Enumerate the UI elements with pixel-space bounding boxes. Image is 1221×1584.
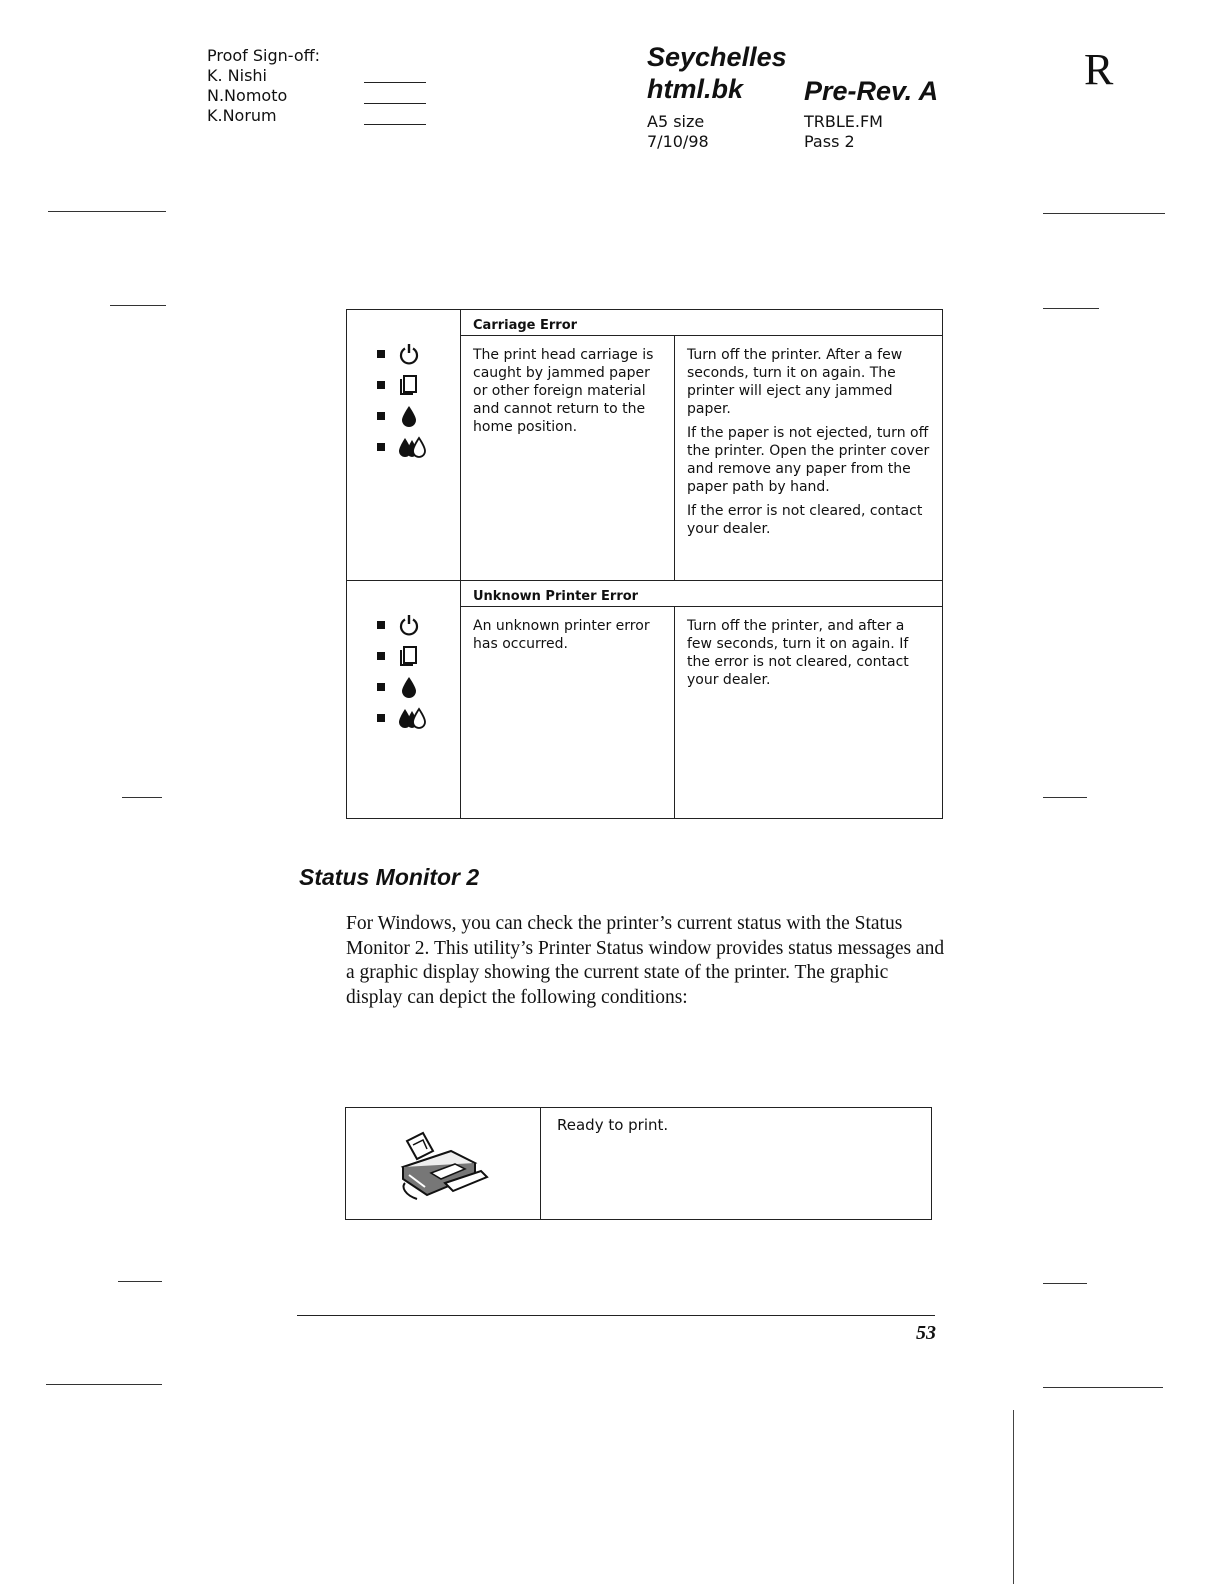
proof-signoff bbox=[207, 46, 320, 126]
pass: Pass 2 bbox=[804, 132, 855, 151]
indicator-light-icon bbox=[377, 652, 385, 660]
page-size: A5 size bbox=[647, 112, 705, 131]
indicator-light-icon bbox=[377, 443, 385, 451]
error-title: Carriage Error bbox=[461, 310, 943, 336]
page-number: 53 bbox=[916, 1322, 936, 1344]
signoff-name: K. Nishi bbox=[207, 66, 267, 85]
crop-mark bbox=[122, 797, 162, 798]
crop-mark bbox=[1043, 797, 1087, 798]
book-file: html.bk bbox=[647, 74, 744, 104]
solution-step: Turn off the printer. After a few seconds, turn it on again. The printer will eject any jammed paper. bbox=[687, 347, 903, 417]
error-solution bbox=[675, 336, 943, 581]
indicator-light-icon bbox=[377, 350, 385, 358]
book-title: Seychelles bbox=[647, 42, 787, 72]
revision: Pre-Rev. A bbox=[804, 76, 939, 106]
solution-step: If the error is not cleared, contact your dealer. bbox=[687, 503, 923, 537]
indicator-light-icon bbox=[377, 683, 385, 691]
error-description: The print head carriage is caught by jammed paper or other foreign material and cannot return to the home position. bbox=[461, 336, 675, 581]
signature-line bbox=[364, 103, 426, 104]
paper-icon bbox=[397, 644, 421, 668]
solution-step: If the paper is not ejected, turn off the printer. Open the printer cover and remove any paper from the paper path by hand. bbox=[687, 425, 930, 495]
crop-mark bbox=[1043, 1283, 1087, 1284]
crop-mark bbox=[48, 211, 166, 212]
error-description: An unknown printer error has occurred. bbox=[461, 607, 675, 819]
error-table bbox=[346, 309, 943, 819]
black-ink-icon bbox=[397, 404, 421, 428]
signature-line bbox=[364, 82, 426, 83]
error-solution bbox=[675, 607, 943, 819]
solution-step: Turn off the printer, and after a few seconds, turn it on again. If the error is not cleared, contact your dealer. bbox=[687, 618, 909, 688]
indicator-icons-cell bbox=[347, 310, 461, 581]
color-ink-icon bbox=[397, 706, 427, 730]
power-icon bbox=[397, 613, 421, 637]
status-table bbox=[345, 1107, 932, 1220]
indicator-light-icon bbox=[377, 714, 385, 722]
crop-mark bbox=[118, 1281, 162, 1282]
indicator-light-icon bbox=[377, 621, 385, 629]
crop-mark bbox=[1043, 1387, 1163, 1388]
date: 7/10/98 bbox=[647, 132, 709, 151]
crop-mark bbox=[1043, 213, 1165, 214]
color-ink-icon bbox=[397, 435, 427, 459]
crop-mark bbox=[1013, 1410, 1014, 1584]
signoff-name: K.Norum bbox=[207, 106, 277, 125]
power-icon bbox=[397, 342, 421, 366]
indicator-icons-cell bbox=[347, 581, 461, 819]
signoff-name: N.Nomoto bbox=[207, 86, 288, 105]
crop-mark bbox=[46, 1384, 162, 1385]
status-graphic-cell bbox=[346, 1108, 541, 1220]
footer-rule bbox=[297, 1315, 935, 1316]
file-name: TRBLE.FM bbox=[804, 112, 883, 131]
body-paragraph: For Windows, you can check the printer’s current status with the Status Monitor 2. This utility’s Printer Status window provides status messages and a graphic display showing the current state of the printer. The graphic display can depict the following conditions: bbox=[346, 913, 945, 1008]
printer-icon bbox=[395, 1121, 491, 1203]
status-message: Ready to print. bbox=[541, 1108, 932, 1220]
signature-line bbox=[364, 124, 426, 125]
crop-mark bbox=[110, 305, 166, 306]
corner-mark: R bbox=[1084, 45, 1114, 94]
error-title: Unknown Printer Error bbox=[461, 581, 943, 607]
signoff-label: Proof Sign-off: bbox=[207, 46, 321, 65]
indicator-light-icon bbox=[377, 412, 385, 420]
crop-mark bbox=[1043, 308, 1099, 309]
paper-icon bbox=[397, 373, 421, 397]
section-title: Status Monitor 2 bbox=[299, 864, 480, 890]
indicator-light-icon bbox=[377, 381, 385, 389]
black-ink-icon bbox=[397, 675, 421, 699]
